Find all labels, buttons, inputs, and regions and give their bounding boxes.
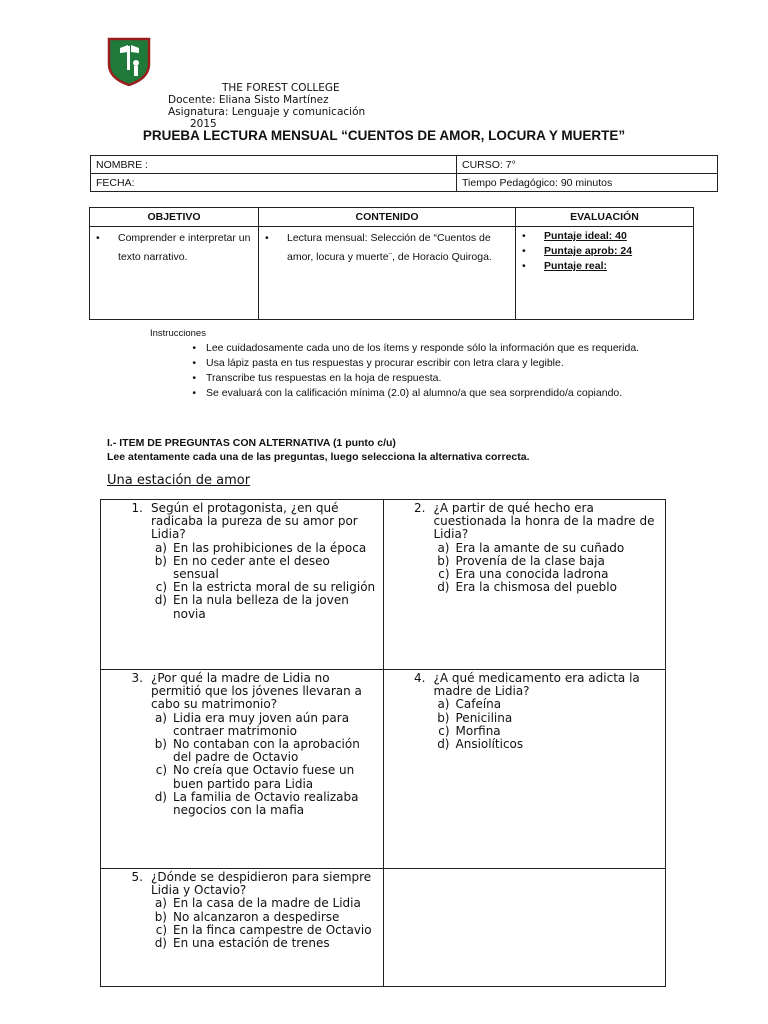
option-a[interactable]: a) En la casa de la madre de Lidia bbox=[154, 896, 361, 911]
puntaje-real: Puntaje real: bbox=[544, 260, 608, 272]
section-subtitle: Lee atentamente cada una de las preguntas, luego selecciona la alternativa correcta. bbox=[107, 451, 530, 463]
instruction-item: • Lee cuidadosamente cada uno de los ítems y responde sólo la información que es requerida. bbox=[150, 341, 662, 355]
question-text: ¿Dónde se despidieron para siempre Lidia y Octavio? bbox=[151, 870, 372, 898]
option-c[interactable]: c) Morfina bbox=[438, 723, 501, 738]
empty-cell bbox=[383, 869, 666, 987]
objectives-table bbox=[89, 207, 694, 320]
bullet-icon: • bbox=[96, 232, 100, 244]
questions-table bbox=[100, 499, 666, 987]
question-text: ¿A partir de qué hecho era cuestionada la honra de la madre de Lidia? bbox=[433, 501, 655, 542]
puntaje-aprob: Puntaje aprob: 24 bbox=[544, 245, 633, 257]
teacher-name: Docente: Eliana Sisto Martínez bbox=[168, 94, 329, 106]
student-info-table bbox=[90, 155, 718, 192]
option-c[interactable]: c) En la estricta moral de su religión bbox=[155, 580, 376, 595]
bullet-icon: • bbox=[522, 245, 526, 257]
question-number: 5. bbox=[131, 870, 143, 884]
bullet-icon: • bbox=[265, 232, 269, 244]
fecha-field[interactable]: FECHA: bbox=[91, 174, 457, 192]
objetivo-header: OBJETIVO bbox=[90, 208, 259, 227]
puntaje-ideal: Puntaje ideal: 40 bbox=[544, 230, 627, 242]
school-year: 2015 bbox=[190, 118, 217, 130]
option-a[interactable]: a) En las prohibiciones de la época bbox=[154, 540, 367, 555]
question-cell bbox=[101, 869, 384, 987]
option-d[interactable]: d) En la nula belleza de la joven novia bbox=[154, 593, 349, 621]
question-2 bbox=[384, 500, 666, 594]
instruction-item: • Usa lápiz pasta en tus respuestas y procurar escribir con letra clara y legible. bbox=[150, 356, 662, 370]
instructions-title: Instrucciones bbox=[150, 328, 206, 339]
school-name: THE FOREST COLLEGE bbox=[222, 82, 340, 94]
instruction-item: • Se evaluará con la calificación mínima (2.0) al alumno/a que sea sorprendido/a copiando. bbox=[150, 386, 662, 400]
question-number: 3. bbox=[131, 671, 143, 685]
option-b[interactable]: b) Penicilina bbox=[437, 710, 513, 725]
option-d[interactable]: d) En una estación de trenes bbox=[154, 936, 330, 951]
question-1 bbox=[101, 500, 383, 621]
option-b[interactable]: b) En no ceder ante el deseo sensual bbox=[154, 553, 330, 582]
question-text: Según el protagonista, ¿en qué radicaba la pureza de su amor por Lidia? bbox=[151, 501, 358, 542]
question-number: 1. bbox=[131, 501, 143, 515]
question-number: 2. bbox=[414, 501, 426, 515]
bullet-icon: • bbox=[192, 372, 196, 384]
question-cell bbox=[101, 670, 384, 869]
option-b[interactable]: b) No contaban con la aprobación del padre de Octavio bbox=[154, 737, 360, 765]
question-cell bbox=[101, 500, 384, 670]
section-heading bbox=[107, 436, 530, 464]
page-title: PRUEBA LECTURA MENSUAL “CUENTOS DE AMOR, LOCURA Y MUERTE” bbox=[142, 128, 626, 143]
story-title: Una estación de amor bbox=[107, 473, 251, 488]
question-text: ¿A qué medicamento era adicta la madre de Lidia? bbox=[433, 671, 640, 699]
school-crest-logo bbox=[106, 36, 152, 86]
bullet-icon: • bbox=[522, 260, 526, 272]
contenido-header: CONTENIDO bbox=[259, 208, 516, 227]
contenido-cell bbox=[259, 227, 516, 320]
option-a[interactable]: a) Lidia era muy joven aún para contraer matrimonio bbox=[154, 710, 350, 738]
subject-name: Asignatura: Lenguaje y comunicación bbox=[168, 106, 366, 118]
question-text: ¿Por qué la madre de Lidia no permitió que los jóvenes llevaran a cabo su matrimonio? bbox=[151, 671, 362, 712]
option-a[interactable]: a) Cafeína bbox=[437, 697, 502, 712]
evaluacion-header: EVALUACIÓN bbox=[516, 208, 694, 227]
question-number: 4. bbox=[414, 671, 426, 685]
objetivo-text: Comprender e interpretar un texto narrativo. bbox=[118, 232, 251, 263]
contenido-text: Lectura mensual: Selección de “Cuentos de amor, locura y muerte¨, de Horacio Quiroga. bbox=[287, 232, 492, 263]
instructions bbox=[150, 328, 662, 401]
question-cell bbox=[383, 500, 666, 670]
tiempo-field: Tiempo Pedagógico: 90 minutos bbox=[457, 174, 718, 192]
objetivo-cell bbox=[90, 227, 259, 320]
option-a[interactable]: a) Era la amante de su cuñado bbox=[437, 540, 625, 555]
option-b[interactable]: b) Provenía de la clase baja bbox=[437, 553, 605, 568]
option-b[interactable]: b) No alcanzaron a despedirse bbox=[154, 909, 340, 924]
instruction-item: • Transcribe tus respuestas en la hoja de respuesta. bbox=[150, 371, 662, 385]
section-title: I.- ITEM DE PREGUNTAS CON ALTERNATIVA (1 punto c/u) bbox=[107, 437, 396, 449]
option-c[interactable]: c) En la finca campestre de Octavio bbox=[155, 922, 372, 937]
question-3 bbox=[101, 670, 383, 817]
bullet-icon: • bbox=[192, 342, 196, 354]
option-c[interactable]: c) Era una conocida ladrona bbox=[438, 567, 609, 582]
option-d[interactable]: d) Ansiolíticos bbox=[437, 737, 524, 752]
option-d[interactable]: d) Era la chismosa del pueblo bbox=[437, 580, 617, 595]
bullet-icon: • bbox=[192, 357, 196, 369]
curso-field[interactable]: CURSO: 7° bbox=[457, 156, 718, 174]
option-c[interactable]: c) No creía que Octavio fuese un buen partido para Lidia bbox=[155, 763, 355, 791]
bullet-icon: • bbox=[522, 230, 526, 242]
school-header bbox=[168, 82, 365, 130]
bullet-icon: • bbox=[192, 387, 196, 399]
nombre-field[interactable]: NOMBRE : bbox=[91, 156, 457, 174]
option-d[interactable]: d) La familia de Octavio realizaba negocios con la mafia bbox=[154, 789, 359, 818]
question-5 bbox=[101, 869, 383, 950]
evaluacion-cell bbox=[516, 227, 694, 320]
question-cell bbox=[383, 670, 666, 869]
question-4 bbox=[384, 670, 666, 751]
